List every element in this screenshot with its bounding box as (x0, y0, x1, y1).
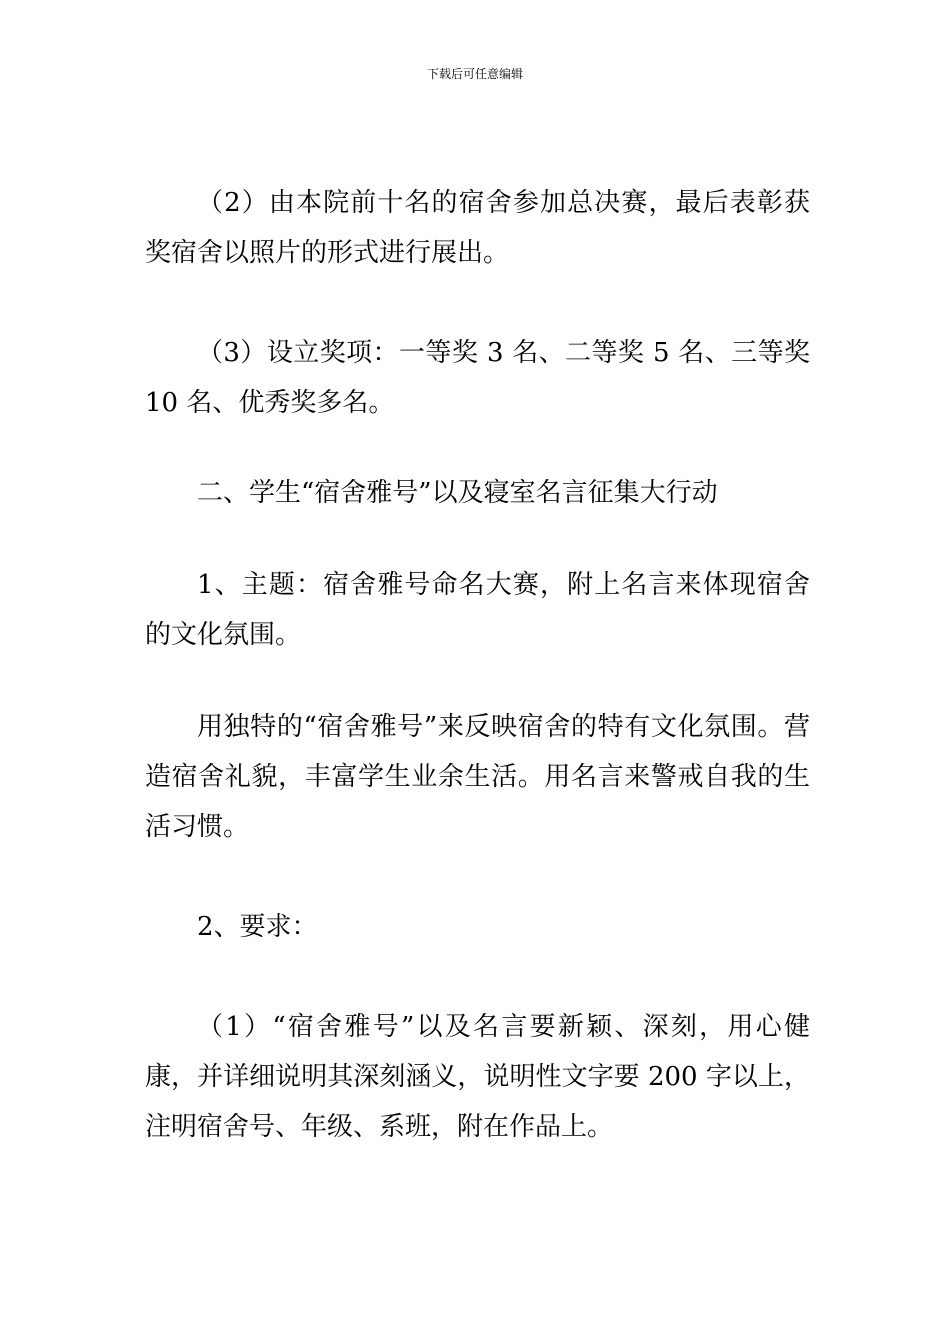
paragraph-purpose: 用独特的“宿舍雅号”来反映宿舍的特有文化氛围。营造宿舍礼貌，丰富学生业余生活。用名言来警戒自我的生活习惯。 (145, 712, 810, 842)
paragraph-requirements-heading: 2、要求： (197, 912, 318, 942)
paragraph-theme: 1、主题：宿舍雅号命名大赛，附上名言来体现宿舍的文化氛围。 (145, 570, 810, 650)
section-heading-dorm-nickname: 二、学生“宿舍雅号”以及寝室名言征集大行动 (197, 478, 718, 508)
paragraph-awards: （3）设立奖项：一等奖 3 名、二等奖 5 名、三等奖 10 名、优秀奖多名。 (145, 338, 810, 418)
paragraph-final-competition: （2）由本院前十名的宿舍参加总决赛，最后表彰获奖宿舍以照片的形式进行展出。 (145, 188, 810, 268)
document-body (145, 178, 810, 1152)
paragraph-requirement-1: （1）“宿舍雅号”以及名言要新颖、深刻，用心健康，并详细说明其深刻涵义，说明性文字要 200 字以上，注明宿舍号、年级、系班，附在作品上。 (145, 1012, 810, 1142)
page-header: 下载后可任意编辑 (426, 67, 523, 81)
